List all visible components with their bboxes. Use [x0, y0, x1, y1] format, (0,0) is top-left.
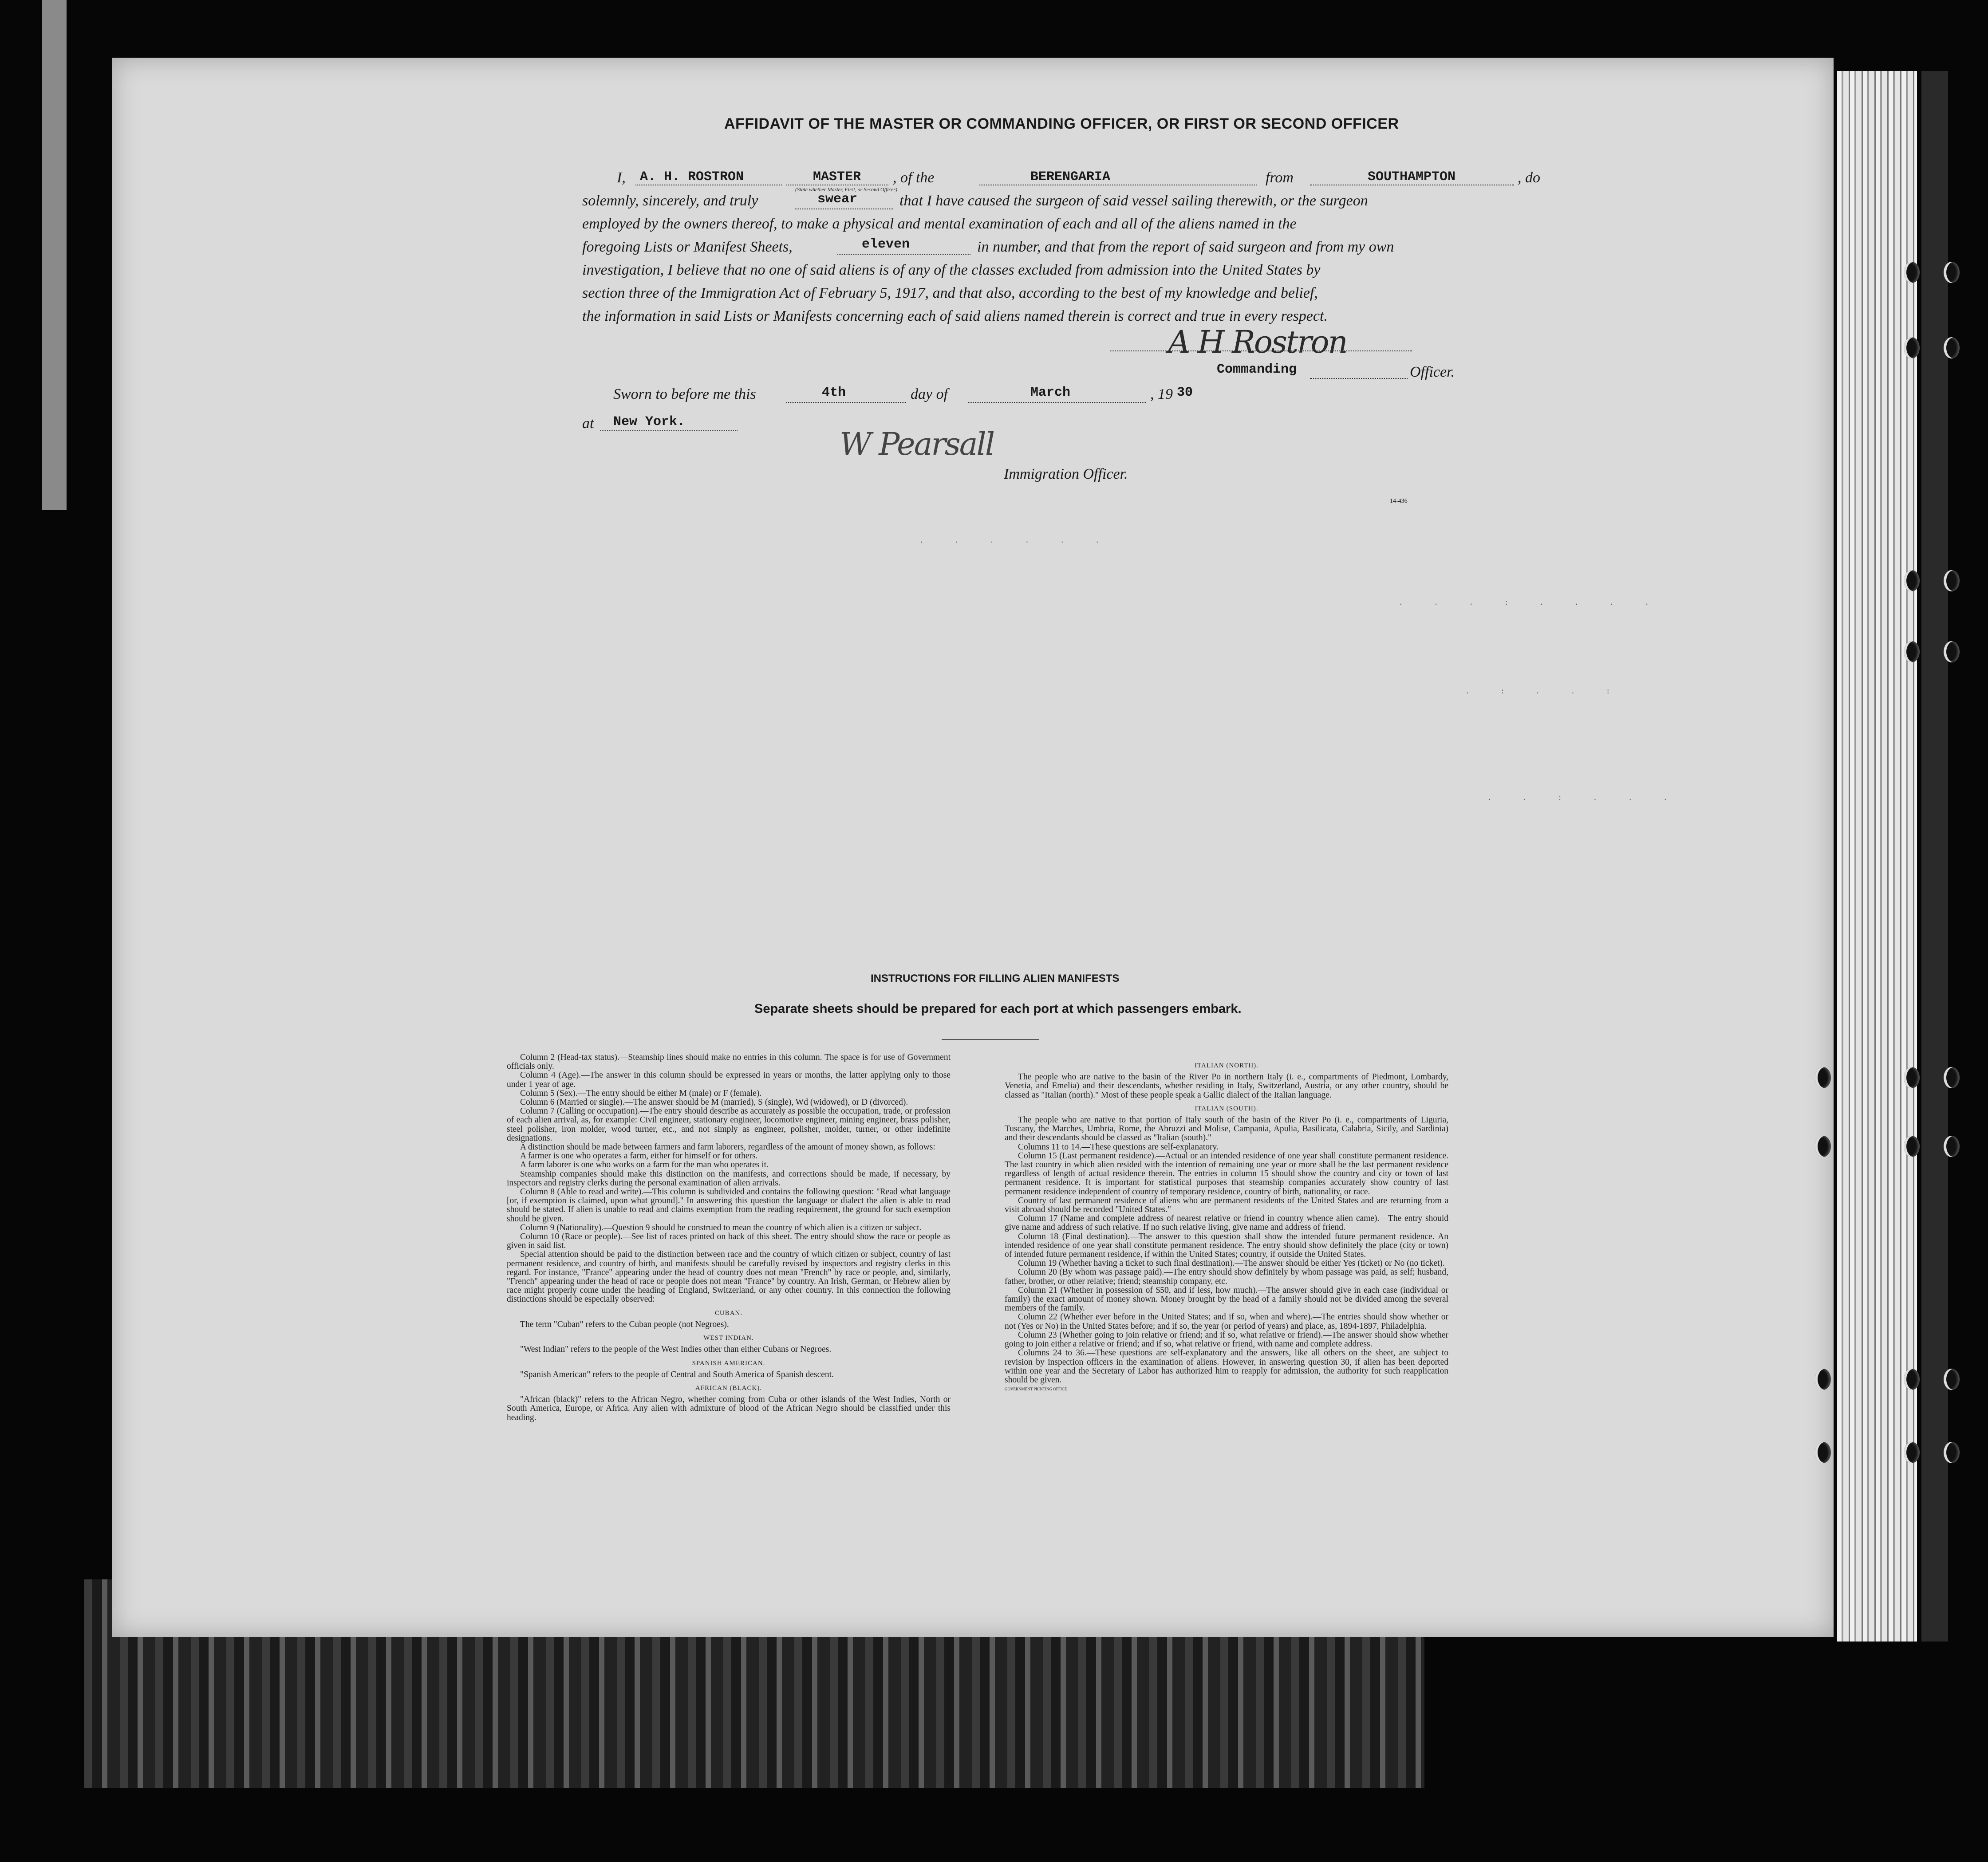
manifest-page [112, 58, 1834, 1637]
immigration-label: Immigration Officer. [1004, 466, 1128, 482]
binder-hole [1815, 1442, 1831, 1463]
binder-hole [1944, 570, 1960, 591]
instructions-left-column [507, 1053, 951, 1422]
rank-note: (State whether Master, First, or Second Officer) [795, 186, 897, 193]
master-name: A. H. ROSTRON [640, 169, 744, 185]
officer-rank: Commanding [1217, 362, 1297, 377]
instruction-para: Column 15 (Last permanent residence).—Actual or an intended residence of one year shall constitute permanent residence. The last country in which alien resided with the intention of remaining one year or more shall be the last permanent residence regardless of length of actual residence therein. The entries in column 15 should show the country and city or town of last permanent residence. It is important for statistical purposes that steamship companies accurately show country of last permanent residence independent of country of temporary residence, country of birth, nationality, or race. [1005, 1151, 1448, 1197]
sworn-day: 4th [822, 385, 846, 400]
line7: the information in said Lists or Manifests concerning each of said aliens named therein is correct and true in every respect. [582, 308, 1328, 324]
sworn-year: 30 [1177, 385, 1193, 400]
instruction-para: Column 9 (Nationality).—Question 9 should be construed to mean the country of which alien is a citizen or subject. [520, 1223, 922, 1232]
line2b: that I have caused the surgeon of said vessel sailing therewith, or the surgeon [899, 193, 1368, 209]
immigration-signature: W Pearsall [840, 426, 994, 462]
line6: section three of the Immigration Act of February 5, 1917, and that also, according to the best of my knowledge and belief, [582, 285, 1318, 301]
instruction-para: Column 2 (Head-tax status).—Steamship lines should make no entries in this column. The space is for use of Government officials only. [507, 1053, 951, 1071]
line4a: foregoing Lists or Manifest Sheets, [582, 239, 793, 255]
instruction-para: Column 5 (Sex).—The entry should be either M (male) or F (female). [520, 1088, 762, 1098]
instruction-para: Column 8 (Able to read and write).—This column is subdivided and contains the following question: "Read what language [or, if exemption is claimed, upon what ground]." In answering this question the language or dialect the alien is able to read should be stated. If alien is unable to read and claims exemption from the reading requirement, the ground for such exemption should be given. [507, 1187, 951, 1224]
officer-label: Officer. [1410, 364, 1455, 380]
binder-hole [1944, 641, 1960, 662]
binder-hole [1904, 1369, 1920, 1390]
binder-hole [1944, 262, 1960, 283]
binder-strip [42, 0, 67, 510]
instruction-para: "African (black)" refers to the African Negro, whether coming from Cuba or other islands of the West Indies, North or South America, Europe, or Africa. Any alien with admixture of blood of the African Negro should be classified under this heading. [507, 1395, 951, 1422]
instruction-para: The people who are native to that portion of Italy south of the basin of the River Po (i. e., compartments of Liguria, Tuscany, the Marches, Umbria, Rome, the Abruzzi and Molise, Campania, Apulia, Basilicata, Calabria, Sicily, and Sardinia) and their descendants should be classed as "Italian (south)." [1005, 1115, 1448, 1143]
affidavit-i: I, [617, 169, 626, 186]
instruction-para: Columns 11 to 14.—These questions are self-explanatory. [1018, 1142, 1219, 1152]
from-text: from [1266, 169, 1294, 186]
instruction-para: Column 20 (By whom was passage paid).—The entry should show definitely by whom passage was paid, as self; husband, father, brother, or other relative; friend; steamship company, etc. [1005, 1268, 1448, 1286]
instruction-para: A farm laborer is one who works on a farm for the man who operates it. [520, 1160, 769, 1170]
printer-imprint: GOVERNMENT PRINTING OFFICE [1005, 1387, 1067, 1392]
instruction-para: Column 4 (Age).—The answer in this column should be expressed in years or months, the latter applying only to those under 1 year of age. [507, 1071, 951, 1089]
master-rank: MASTER [813, 169, 861, 185]
officer-rank-line [1310, 378, 1408, 379]
instructions-rule [942, 1039, 1039, 1040]
affidavit-title: AFFIDAVIT OF THE MASTER OR COMMANDING OFFICER, OR FIRST OR SECOND OFFICER [724, 115, 1399, 132]
binder-hole [1904, 1136, 1920, 1157]
binder-hole [1815, 1369, 1831, 1390]
line2a: solemnly, sincerely, and truly [582, 193, 758, 209]
instruction-para: A distinction should be made between farmers and farm laborers, regardless of the amount of money shown, as follows: [520, 1142, 935, 1152]
line3: employed by the owners thereof, to make a physical and mental examination of each and all of the aliens named in the [582, 216, 1297, 232]
bleed-through: . . . . . . [919, 537, 1113, 545]
at-text: at [582, 415, 594, 432]
instructions-title: INSTRUCTIONS FOR FILLING ALIEN MANIFESTS [871, 972, 1120, 984]
day-line [786, 402, 906, 403]
instruction-para: Column 18 (Final destination).—The answer to this question shall show the intended future permanent residence. An intended residence of one year shall constitute permanent residence. The entry should show definitely the place (city or town) of intended future permanent residence, if within the United States; country, if outside the United States. [1005, 1232, 1448, 1260]
sworn-place: New York. [613, 414, 686, 429]
instruction-para: Column 10 (Race or people).—See list of races printed on back of this sheet. The entry should show the race or people as given in said list. [507, 1232, 951, 1251]
form-number: 14-436 [1390, 498, 1408, 504]
book-spine-edge [1921, 71, 1948, 1642]
binder-hole [1904, 641, 1920, 662]
instruction-para: Country of last permanent residence of aliens who are permanent residents of the United States and are returning from a visit abroad should be recorded "United States." [1005, 1196, 1448, 1215]
count-line [837, 254, 970, 255]
binder-hole [1904, 1067, 1920, 1088]
instructions-right-column [1005, 1061, 1448, 1394]
instruction-para: Column 22 (Whether ever before in the United States; and if so, when and where).—The entries should show whether or not (Yes or No) in the United States before; and if so, the year (or period of years) and place, as, 1894-1897, Philadelphia. [1005, 1312, 1448, 1331]
line5: investigation, I believe that no one of said aliens is of any of the classes excluded from admission into the United States by [582, 262, 1321, 278]
binder-hole [1815, 1136, 1831, 1157]
instruction-para: Column 6 (Married or single).—The answer should be M (married), S (single), Wd (widowed), or D (divorced). [520, 1098, 908, 1107]
binder-hole [1944, 1369, 1960, 1390]
signature-line [1110, 350, 1412, 351]
instruction-para: "Spanish American" refers to the people of Central and South America of Spanish descent. [520, 1370, 834, 1379]
instruction-para: A farmer is one who operates a farm, either for himself or for others. [520, 1151, 758, 1161]
oath-word: swear [817, 192, 858, 207]
stacked-page-edges [1837, 71, 1917, 1642]
year-prefix: , 19 [1150, 386, 1173, 402]
binder-hole [1904, 337, 1920, 358]
day-of-text: day of [911, 386, 948, 402]
do-text: , do [1518, 169, 1540, 186]
instruction-para: Column 23 (Whether going to join relative or friend; and if so, what relative or friend).—The answer should show whether going to join either a relative or friend; and if so, what relative or friend, with name and complete address. [1005, 1330, 1448, 1349]
instruction-para: Column 17 (Name and complete address of nearest relative or friend in country whence alien came).—The entry should give name and address of such relative. If no such relative living, give name and address of friend. [1005, 1214, 1448, 1232]
sworn-month: March [1030, 385, 1071, 400]
bleed-through: . . : . . . [1487, 794, 1681, 802]
binder-hole [1815, 1067, 1831, 1088]
line4b: in number, and that from the report of said surgeon and from my own [977, 239, 1394, 255]
instruction-para: "West Indian" refers to the people of the West Indies other than either Cubans or Negroes. [520, 1345, 832, 1354]
section-heading: WEST INDIAN. [703, 1334, 754, 1342]
binder-hole [1944, 1442, 1960, 1463]
vessel-name: BERENGARIA [1030, 169, 1111, 185]
of-the-text: , of the [893, 169, 935, 186]
section-heading: ITALIAN (NORTH). [1195, 1062, 1258, 1069]
month-line [968, 402, 1146, 403]
section-heading: ITALIAN (SOUTH). [1195, 1105, 1258, 1112]
binder-hole [1904, 262, 1920, 283]
binder-hole [1904, 1442, 1920, 1463]
place-line [600, 430, 738, 431]
instruction-para: Column 21 (Whether in possession of $50, and if less, how much).—The answer should give in each case (individual or family) the exact amount of money shown. Money brought by the head of a family should not be divided among the several members of the family. [1005, 1285, 1448, 1313]
sworn-text: Sworn to before me this [613, 386, 756, 402]
sheet-count: eleven [862, 237, 910, 252]
instruction-para: Columns 24 to 36.—These questions are self-explanatory and the answers, like all others on the sheet, are subject to revision by inspection officers in the examination of aliens. However, in answering question 30, if alien has been deported within one year and the Secretary of Labor has authorized him to reapply for admission, the authority for such reapplication should be given. [1005, 1348, 1448, 1385]
instruction-para: Steamship companies should make this distinction on the manifests, and corrections should be made, if necessary, by inspectors and registry clerks during the personal examination of alien arrivals. [507, 1169, 951, 1188]
section-heading: AFRICAN (BLACK). [695, 1384, 762, 1392]
binder-hole [1944, 1136, 1960, 1157]
instruction-para: Special attention should be paid to the distinction between race and the country of which citizen or subject, country of last permanent residence, and country of birth, and manifests should be carefully revised by inspectors and registry clerks in this regard. For instance, "France" appearing under the head of country does not mean "French" by race or people, and, similarly, "French" appearing under the head of race or people does not mean "France" by country. An Irish, German, or Hebrew alien by race might properly come under the heading of England, Switzerland, or any other country. In this connection the following distinctions should be especially observed: [507, 1250, 951, 1304]
bleed-through: . . . : . . . . [1399, 599, 1663, 607]
section-heading: CUBAN. [714, 1309, 743, 1317]
binder-hole [1944, 1067, 1960, 1088]
master-signature: A H Rostron [1168, 324, 1347, 360]
binder-hole [1904, 570, 1920, 591]
instruction-para: Column 19 (Whether having a ticket to such final destination).—The answer should be either Yes (ticket) or No (no ticket). [1018, 1259, 1445, 1268]
instruction-para: The people who are native to the basin of the River Po in northern Italy (i. e., compartments of Piedmont, Lombardy, Venetia, and Emelia) and their descendants, whether residing in Italy, Switzerland, Austria, or any other country, should be classed as "Italian (north)." Most of these people speak a Gallic dialect of the Italian language. [1005, 1072, 1448, 1100]
binder-hole [1944, 337, 1960, 358]
instruction-para: The term "Cuban" refers to the Cuban people (not Negroes). [520, 1319, 729, 1329]
port-name: SOUTHAMPTON [1368, 169, 1456, 185]
section-heading: SPANISH AMERICAN. [692, 1359, 765, 1367]
bleed-through: . : . . : [1465, 688, 1624, 696]
instruction-para: Column 7 (Calling or occupation).—The entry should describe as accurately as possible the occupation, trade, or profession of each alien arrival, as, for example: Civil engineer, stationary engineer, locomotive engineer, mining engineer, brass polisher, steel polisher, iron molder, wood turner, etc., and not simply as engineer, polisher, molder, turner, or other indefinite designations. [507, 1106, 951, 1143]
instructions-subtitle: Separate sheets should be prepared for each port at which passengers embark. [754, 1002, 1242, 1016]
